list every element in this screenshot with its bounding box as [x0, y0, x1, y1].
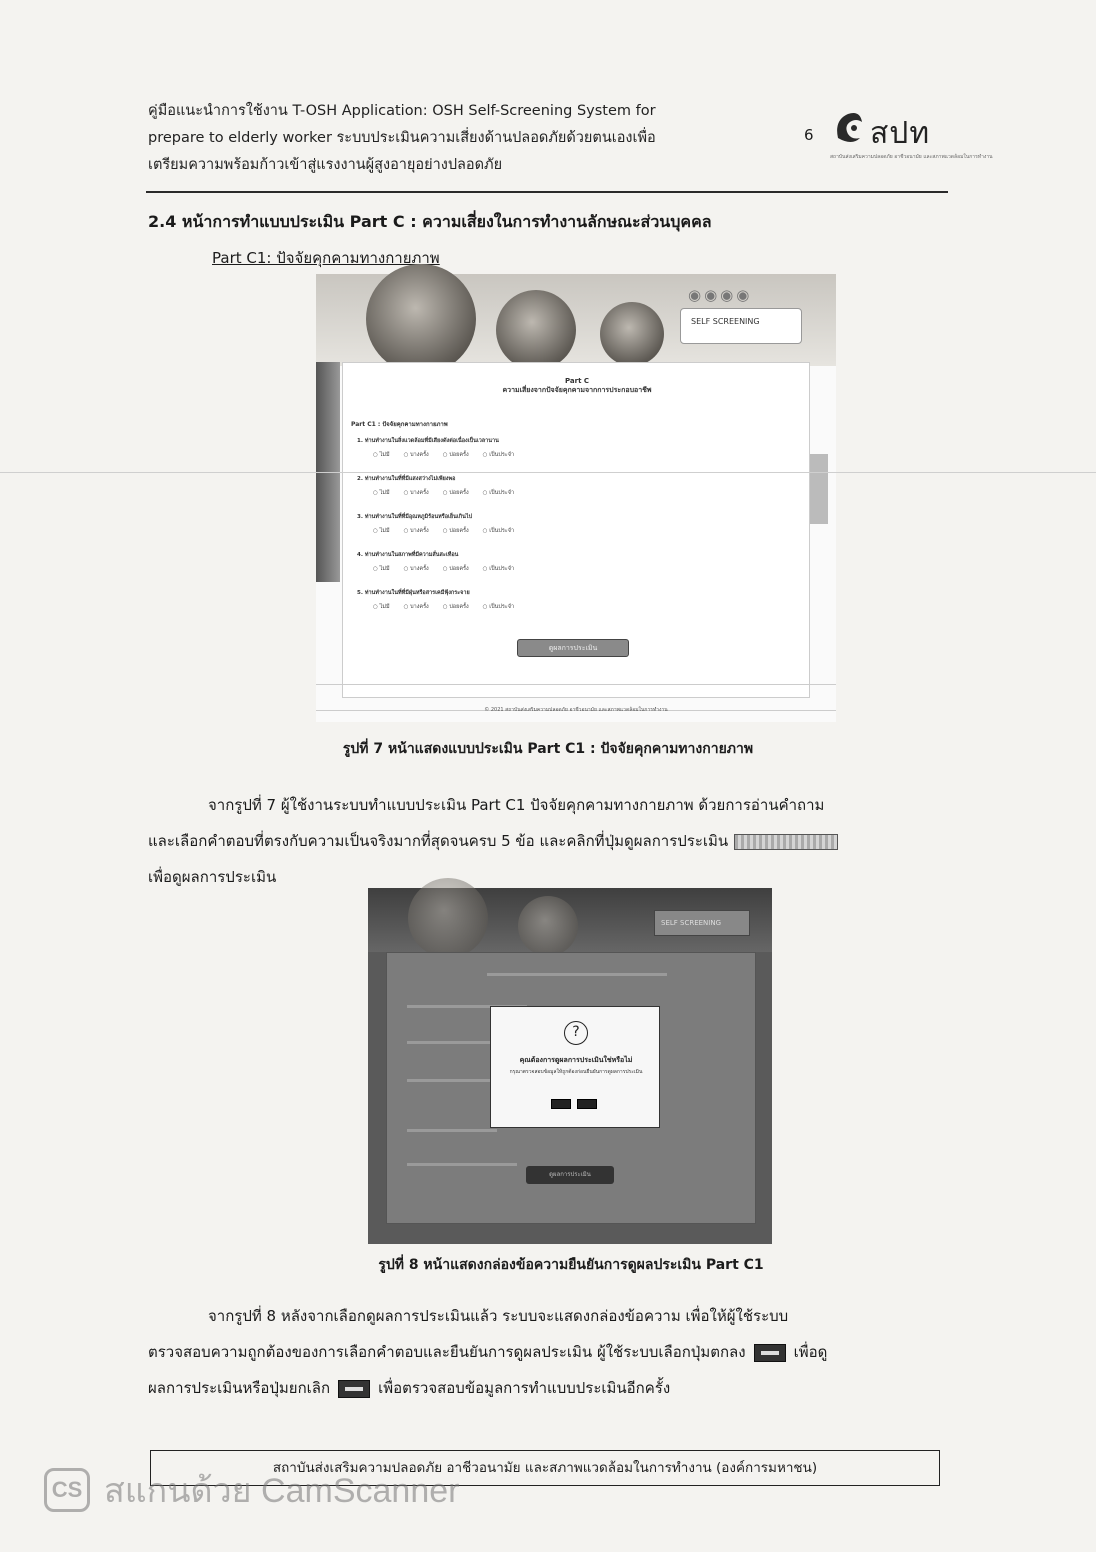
question-item: [357, 475, 797, 503]
dialog-title: คุณต้องการดูผลการประเมินใช่หรือไม่: [519, 1056, 633, 1064]
camscanner-watermark: [44, 1468, 459, 1512]
cancel-button-icon: [338, 1380, 370, 1398]
view-results-button[interactable]: ดูผลการประเมิน: [517, 639, 629, 657]
header-line: prepare to elderly worker ระบบประเมินความเสี่ยงด้านปลอดภัยด้วยตนเองเพื่อ: [148, 130, 656, 146]
radio-option[interactable]: ○ เป็นประจำ: [483, 603, 514, 611]
elderly-person-image: [366, 264, 476, 374]
divider: [316, 684, 836, 685]
question-text: 4. ท่านทำงานในสภาพที่มีความสั่นสะเทือน: [357, 552, 459, 558]
side-photo-strip: [808, 454, 828, 524]
header-title: [148, 98, 748, 179]
answer-options[interactable]: [373, 451, 797, 459]
self-screening-badge: SELF SCREENING: [654, 910, 750, 936]
question-icon: ?: [564, 1021, 588, 1045]
app-icons-row: ◉◉◉◉: [688, 286, 753, 304]
placeholder-line: [487, 973, 667, 976]
radio-option[interactable]: ○ บางครั้ง: [404, 489, 429, 497]
radio-option[interactable]: ○ บ่อยครั้ง: [443, 603, 469, 611]
paragraph-line: จากรูปที่ 8 หลังจากเลือกดูผลการประเมินแล้ว ระบบจะแสดงกล่องข้อความ เพื่อให้ผู้ใช้ระบบ: [208, 1307, 789, 1325]
view-results-button[interactable]: ดูผลการประเมิน: [526, 1166, 614, 1184]
question-item: [357, 513, 797, 541]
page-footer: สถาบันส่งเสริมความปลอดภัย อาชีวอนามัย และสภาพแวดล้อมในการทำงาน (องค์การมหาชน): [150, 1450, 940, 1486]
paragraph-line: เพื่อดูผลการประเมิน: [148, 868, 277, 886]
cancel-button[interactable]: [577, 1099, 597, 1109]
organization-logo: [826, 104, 993, 166]
question-text: 2. ท่านทำงานในที่ที่มีแสงสว่างไม่เพียงพอ: [357, 476, 456, 482]
elderly-person-image: [600, 302, 664, 366]
radio-option[interactable]: ○ เป็นประจำ: [483, 489, 514, 497]
paragraph-line: เพื่อดู: [793, 1343, 828, 1361]
elderly-person-image: [518, 896, 578, 956]
radio-option[interactable]: ○ บางครั้ง: [404, 527, 429, 535]
figure-8-caption: รูปที่ 8 หน้าแสดงกล่องข้อความยืนยันการดูผลประเมิน Part C1: [378, 1257, 764, 1273]
confirm-dialog: [490, 1006, 660, 1128]
placeholder-line: [407, 1129, 497, 1132]
radio-option[interactable]: ○ ไม่มี: [373, 565, 390, 573]
question-text: 5. ท่านทำงานในที่ที่มีฝุ่นหรือสารเคมีฟุ้งกระจาย: [357, 590, 470, 596]
form-title-desc: ความเสี่ยงจากปัจจัยคุกคามจากการประกอบอาชีพ: [502, 386, 652, 394]
question-text: 3. ท่านทำงานในที่ที่มีอุณหภูมิร้อนหรือเย็นเกินไป: [357, 514, 473, 520]
question-item: [357, 551, 797, 579]
paragraph-line: จากรูปที่ 7 ผู้ใช้งานระบบทำแบบประเมิน Part C1 ปัจจัยคุกคามทางกายภาพ ด้วยการอ่านคำถาม: [208, 796, 825, 814]
answer-options[interactable]: [373, 603, 797, 611]
answer-options[interactable]: [373, 489, 797, 497]
radio-option[interactable]: ○ บ่อยครั้ง: [443, 527, 469, 535]
form-title-part: Part C: [564, 377, 590, 385]
app-footer-text: © 2021 สถาบันส่งเสริมความปลอดภัย อาชีวอนามัย และสภาพแวดล้อมในการทำงาน: [484, 707, 668, 713]
header-line: คู่มือแนะนำการใช้งาน T-OSH Application: OSH Self-Screening System for: [148, 103, 656, 119]
radio-option[interactable]: ○ ไม่มี: [373, 527, 390, 535]
figure-8-screenshot: [368, 888, 772, 1244]
camscanner-logo-icon: CS: [44, 1468, 90, 1512]
paragraph-line: ผลการประเมินหรือปุ่มยกเลิก: [148, 1379, 331, 1397]
placeholder-line: [407, 1041, 497, 1044]
figure-7-screenshot: [316, 274, 836, 722]
self-screening-badge: SELF SCREENING: [680, 308, 802, 344]
logo-subtext: สถาบันส่งเสริมความปลอดภัย อาชีวอนามัย และสภาพแวดล้อมในการทำงาน: [830, 154, 993, 160]
dialog-buttons: [551, 1099, 597, 1109]
radio-option[interactable]: ○ ไม่มี: [373, 603, 390, 611]
elderly-person-image: [408, 878, 488, 958]
question-item: [357, 589, 797, 617]
elderly-person-image: [496, 290, 576, 370]
radio-option[interactable]: ○ เป็นประจำ: [483, 527, 514, 535]
answer-options[interactable]: [373, 527, 797, 535]
section-subheading: Part C1: ปัจจัยคุกคามทางกายภาพ: [212, 249, 440, 267]
radio-option[interactable]: ○ เป็นประจำ: [483, 451, 514, 459]
scan-artifact-line: [0, 472, 1096, 473]
logo-icon: [830, 108, 870, 148]
ok-button[interactable]: [551, 1099, 571, 1109]
placeholder-line: [407, 1163, 517, 1166]
radio-option[interactable]: ○ เป็นประจำ: [483, 565, 514, 573]
figure-7-caption: รูปที่ 7 หน้าแสดงแบบประเมิน Part C1 : ปัจจัยคุกคามทางกายภาพ: [342, 741, 754, 757]
radio-option[interactable]: ○ บางครั้ง: [404, 603, 429, 611]
paragraph-line: ตรวจสอบความถูกต้องของการเลือกคำตอบและยืนยันการดูผลประเมิน ผู้ใช้ระบบเลือกปุ่มตกลง: [148, 1343, 746, 1361]
watermark-text: สแกนด้วย CamScanner: [104, 1472, 460, 1510]
view-results-button-icon: [734, 834, 838, 850]
radio-option[interactable]: ○ บ่อยครั้ง: [443, 565, 469, 573]
logo-text: สปท: [870, 116, 931, 151]
page-number: 6: [804, 126, 814, 144]
placeholder-line: [407, 1079, 497, 1082]
radio-option[interactable]: ○ บางครั้ง: [404, 565, 429, 573]
question-text: 1. ท่านทำงานในสิ่งแวดล้อมที่มีเสียงดังต่อเนื่องเป็นเวลานาน: [357, 438, 499, 444]
paragraph-2: [148, 1298, 938, 1406]
paragraph-1: [148, 787, 938, 895]
answer-options[interactable]: [373, 565, 797, 573]
assessment-form-card: [342, 362, 810, 698]
form-section-label: Part C1 : ปัจจัยคุกคามทางกายภาพ: [351, 421, 448, 428]
header-divider: [146, 191, 948, 193]
question-item: [357, 437, 797, 465]
dialog-message: กรุณาตรวจสอบข้อมูลให้ถูกต้องก่อนยืนยันการดูผลการประเมิน: [509, 1069, 643, 1075]
paragraph-line: เพื่อตรวจสอบข้อมูลการทำแบบประเมินอีกครั้ง: [378, 1379, 671, 1397]
header-line: เตรียมความพร้อมก้าวเข้าสู่แรงงานผู้สูงอายุอย่างปลอดภัย: [148, 157, 503, 173]
radio-option[interactable]: ○ บ่อยครั้ง: [443, 451, 469, 459]
banner-photo: [316, 274, 836, 366]
form-title: [343, 377, 811, 395]
radio-option[interactable]: ○ บางครั้ง: [404, 451, 429, 459]
radio-option[interactable]: ○ บ่อยครั้ง: [443, 489, 469, 497]
radio-option[interactable]: ○ ไม่มี: [373, 489, 390, 497]
paragraph-line: และเลือกคำตอบที่ตรงกับความเป็นจริงมากที่สุดจนครบ 5 ข้อ และคลิกที่ปุ่มดูผลการประเมิน: [148, 832, 729, 850]
radio-option[interactable]: ○ ไม่มี: [373, 451, 390, 459]
section-heading: 2.4 หน้าการทำแบบประเมิน Part C : ความเสี่ยงในการทำงานลักษณะส่วนบุคคล: [148, 212, 712, 231]
ok-button-icon: [754, 1344, 786, 1362]
